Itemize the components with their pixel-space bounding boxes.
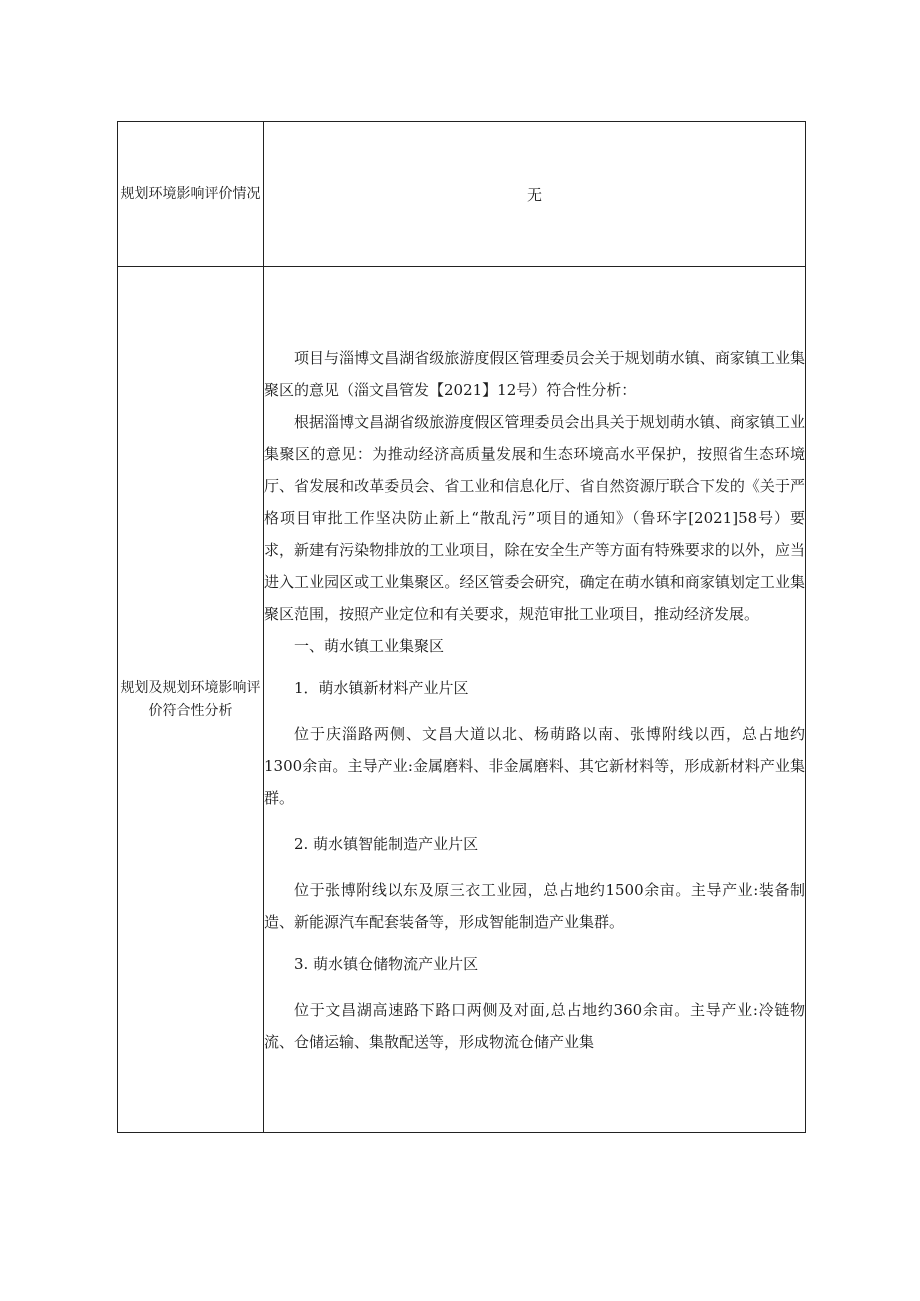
basis-paragraph: 根据淄博文昌湖省级旅游度假区管理委员会出具关于规划萌水镇、商家镇工业集聚区的意见：为推动经济高质量发展和生态环境高水平保护，按照省生态环境厅、省发展和改革委员会、省工业和信息化厅、省自然资源厅联合下发的《关于严格项目审批工作坚决防止新上“散乱污”项目的通知》（鲁环字[2021]58号）要求，新建有污染物排放的工业项目，除在安全生产等方面有特殊要求的以外，应当进入工业园区或工业集聚区。经区管委会研究，确定在萌水镇和商家镇划定工业集聚区范围，按照产业定位和有关要求，规范审批工业项目，推动经济发展。 — [264, 412, 805, 623]
assessment-table — [117, 121, 806, 1133]
compliance-analysis-content — [264, 267, 806, 1133]
table-row — [118, 122, 806, 267]
row-label-compliance-analysis: 规划及规划环境影响评价符合性分析 — [118, 267, 264, 1133]
zone-description: 位于文昌湖高速路下路口两侧及对面,总占地约360余亩。主导产业:冷链物流、仓储运输、集散配送等，形成物流仓储产业集 — [264, 1000, 805, 1051]
intro-paragraph: 项目与淄博文昌湖省级旅游度假区管理委员会关于规划萌水镇、商家镇工业集聚区的意见（淄文昌管发【2021】12号）符合性分析： — [264, 348, 805, 399]
row-label-planning-eia: 规划环境影响评价情况 — [118, 122, 264, 267]
section-heading: 一、萌水镇工业集聚区 — [294, 636, 445, 655]
zone-title: 3. 萌水镇仓储物流产业片区 — [294, 954, 479, 973]
zone-title: 1．萌水镇新材料产业片区 — [294, 678, 469, 697]
zone-description: 位于张博附线以东及原三衣工业园，总占地约1500余亩。主导产业:装备制造、新能源汽车配套装备等，形成智能制造产业集群。 — [264, 880, 805, 931]
zone-description: 位于庆淄路两侧、文昌大道以北、杨萌路以南、张博附线以西，总占地约1300余亩。主导产业:金属磨料、非金属磨料、其它新材料等，形成新材料产业集群。 — [264, 724, 805, 807]
row-value-planning-eia: 无 — [264, 122, 806, 267]
table-row — [118, 267, 806, 1133]
zone-title: 2. 萌水镇智能制造产业片区 — [294, 834, 479, 853]
